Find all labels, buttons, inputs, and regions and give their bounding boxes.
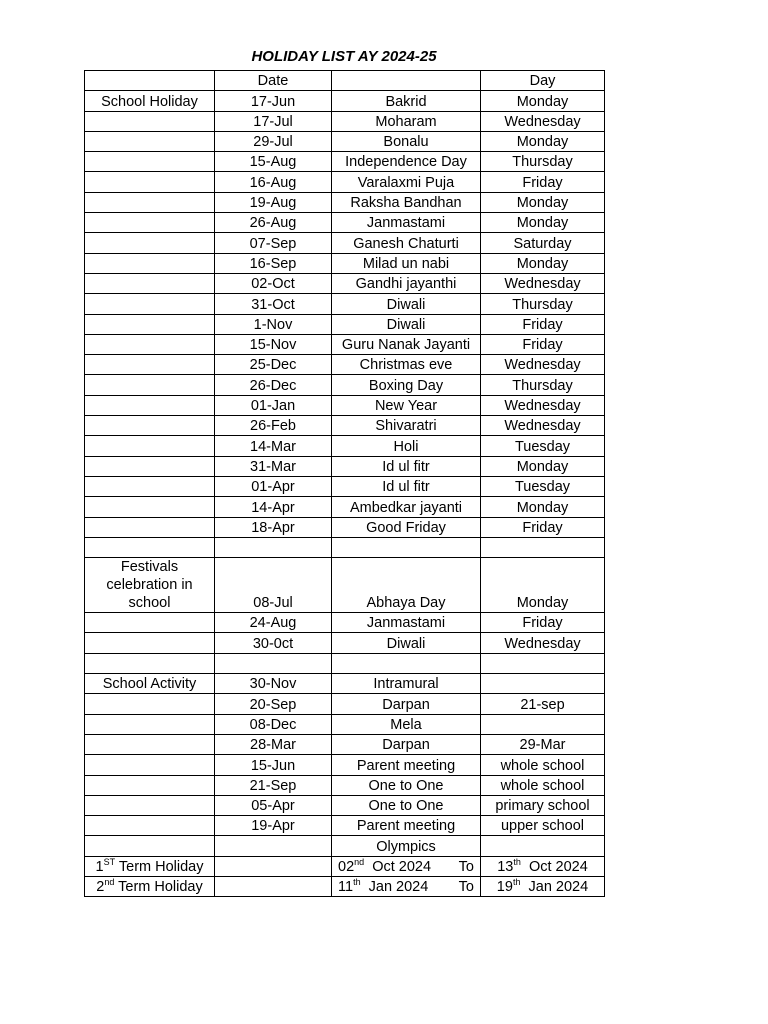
category-cell: [85, 497, 215, 517]
term-to-cell: [481, 876, 605, 896]
table-row: [85, 152, 605, 172]
day-cell: Thursday: [481, 152, 605, 172]
from-suffix: th: [353, 877, 361, 888]
category-cell: [85, 816, 215, 836]
to-word: To: [458, 879, 474, 896]
to-month-year: Jan 2024: [528, 879, 589, 896]
table-row: [85, 694, 605, 714]
table-row: [85, 456, 605, 476]
holiday-name-cell: Diwali: [332, 314, 481, 334]
day-cell: Monday: [481, 131, 605, 151]
day-cell: Tuesday: [481, 436, 605, 456]
day-cell: Monday: [481, 91, 605, 111]
table-row: [85, 613, 605, 633]
table-row: [85, 755, 605, 775]
category-cell: Festivals celebration in school: [85, 558, 215, 613]
to-day: 19: [496, 879, 513, 896]
table-row: [85, 836, 605, 856]
day-cell: upper school: [481, 816, 605, 836]
term-from-cell: [332, 856, 481, 876]
category-cell: [85, 476, 215, 496]
day-cell: Wednesday: [481, 273, 605, 293]
date-cell: 19-Apr: [215, 816, 332, 836]
day-cell: Thursday: [481, 375, 605, 395]
day-cell: Friday: [481, 314, 605, 334]
table-row: [85, 416, 605, 436]
blank-cell: [332, 537, 481, 557]
date-cell: 31-Oct: [215, 294, 332, 314]
table-row: [85, 273, 605, 293]
table-row: [85, 131, 605, 151]
blank-cell: [215, 653, 332, 673]
table-row: [85, 314, 605, 334]
date-cell: 07-Sep: [215, 233, 332, 253]
date-cell: 17-Jul: [215, 111, 332, 131]
holiday-name-cell: Independence Day: [332, 152, 481, 172]
day-cell: Tuesday: [481, 476, 605, 496]
activity-name-cell: Darpan: [332, 734, 481, 754]
date-cell: 16-Aug: [215, 172, 332, 192]
day-cell: Saturday: [481, 233, 605, 253]
table-row: [85, 714, 605, 734]
date-cell: 25-Dec: [215, 355, 332, 375]
category-cell: School Activity: [85, 674, 215, 694]
date-cell: 14-Mar: [215, 436, 332, 456]
category-cell: [85, 213, 215, 233]
table-row: [85, 334, 605, 354]
date-cell: 17-Jun: [215, 91, 332, 111]
header-date: Date: [215, 71, 332, 91]
from-suffix: nd: [354, 857, 365, 868]
table-row: [85, 497, 605, 517]
table-row: [85, 233, 605, 253]
term-suffix: ST: [103, 857, 116, 868]
table-row: [85, 91, 605, 111]
day-cell: Wednesday: [481, 633, 605, 653]
day-cell: whole school: [481, 755, 605, 775]
holiday-name-cell: Bakrid: [332, 91, 481, 111]
holiday-name-cell: Raksha Bandhan: [332, 192, 481, 212]
day-cell: Wednesday: [481, 395, 605, 415]
day-cell: Wednesday: [481, 111, 605, 131]
category-cell: [85, 456, 215, 476]
header-category: [85, 71, 215, 91]
category-cell: [85, 131, 215, 151]
table-row: [85, 355, 605, 375]
category-cell: [85, 152, 215, 172]
blank-cell: [481, 653, 605, 673]
holiday-name-cell: Abhaya Day: [332, 558, 481, 613]
category-cell: [85, 233, 215, 253]
holiday-name-cell: Holi: [332, 436, 481, 456]
header-row: [85, 71, 605, 91]
term-row: [85, 876, 605, 896]
holiday-name-cell: Boxing Day: [332, 375, 481, 395]
blank-cell: [85, 537, 215, 557]
activity-name-cell: Parent meeting: [332, 755, 481, 775]
category-cell: [85, 111, 215, 131]
activity-name-cell: One to One: [332, 775, 481, 795]
table-row: [85, 213, 605, 233]
date-cell: 28-Mar: [215, 734, 332, 754]
blank-cell: [332, 653, 481, 673]
day-cell: Friday: [481, 517, 605, 537]
day-cell: primary school: [481, 795, 605, 815]
term-from-cell: [332, 876, 481, 896]
holiday-name-cell: Gandhi jayanthi: [332, 273, 481, 293]
category-cell: [85, 694, 215, 714]
category-cell: [85, 436, 215, 456]
term-number: 2: [96, 879, 105, 896]
date-cell: 29-Jul: [215, 131, 332, 151]
day-cell: whole school: [481, 775, 605, 795]
date-cell: 02-Oct: [215, 273, 332, 293]
holiday-name-cell: Varalaxmi Puja: [332, 172, 481, 192]
day-cell: Monday: [481, 192, 605, 212]
page-title: HOLIDAY LIST AY 2024-25: [251, 48, 437, 65]
date-cell: 26-Dec: [215, 375, 332, 395]
holiday-name-cell: New Year: [332, 395, 481, 415]
activity-name-cell: Parent meeting: [332, 816, 481, 836]
day-cell: 29-Mar: [481, 734, 605, 754]
date-cell: 15-Aug: [215, 152, 332, 172]
holiday-name-cell: Id ul fitr: [332, 476, 481, 496]
category-cell: [85, 253, 215, 273]
blank-cell: [481, 537, 605, 557]
date-cell: 30-Nov: [215, 674, 332, 694]
category-cell: [85, 416, 215, 436]
date-cell: 31-Mar: [215, 456, 332, 476]
from-month-year: Jan 2024: [368, 879, 429, 896]
table-row: [85, 294, 605, 314]
day-cell: [481, 674, 605, 694]
term-empty-cell: [215, 876, 332, 896]
date-cell: 20-Sep: [215, 694, 332, 714]
blank-row: [85, 653, 605, 673]
term-empty-cell: [215, 856, 332, 876]
date-cell: 15-Jun: [215, 755, 332, 775]
table-row: [85, 558, 605, 613]
holiday-name-cell: Ambedkar jayanti: [332, 497, 481, 517]
date-cell: 21-Sep: [215, 775, 332, 795]
to-month-year: Oct 2024: [528, 858, 588, 875]
header-name: [332, 71, 481, 91]
table-row: [85, 192, 605, 212]
category-cell: [85, 294, 215, 314]
day-cell: Monday: [481, 558, 605, 613]
table-row: [85, 395, 605, 415]
holiday-name-cell: Guru Nanak Jayanti: [332, 334, 481, 354]
holiday-table: [84, 70, 605, 897]
term-label-cell: [85, 856, 215, 876]
date-cell: 16-Sep: [215, 253, 332, 273]
category-cell: [85, 334, 215, 354]
day-cell: Wednesday: [481, 355, 605, 375]
day-cell: Friday: [481, 613, 605, 633]
holiday-name-cell: Diwali: [332, 294, 481, 314]
to-word: To: [458, 858, 474, 875]
to-suffix: th: [512, 877, 521, 888]
date-cell: 19-Aug: [215, 192, 332, 212]
from-day: 02: [338, 858, 355, 875]
category-cell: School Holiday: [85, 91, 215, 111]
day-cell: 21-sep: [481, 694, 605, 714]
date-cell: 26-Feb: [215, 416, 332, 436]
holiday-name-cell: Bonalu: [332, 131, 481, 151]
day-cell: Friday: [481, 172, 605, 192]
table-row: [85, 253, 605, 273]
day-cell: [481, 714, 605, 734]
category-cell: [85, 836, 215, 856]
category-cell: [85, 355, 215, 375]
table-row: [85, 795, 605, 815]
blank-cell: [215, 537, 332, 557]
category-cell: [85, 613, 215, 633]
activity-name-cell: Olympics: [332, 836, 481, 856]
category-cell: [85, 395, 215, 415]
date-cell: 18-Apr: [215, 517, 332, 537]
holiday-name-cell: Diwali: [332, 633, 481, 653]
holiday-name-cell: Janmastami: [332, 213, 481, 233]
category-cell: [85, 734, 215, 754]
category-cell: [85, 714, 215, 734]
date-cell: [215, 836, 332, 856]
day-cell: Monday: [481, 497, 605, 517]
date-cell: 08-Jul: [215, 558, 332, 613]
category-cell: [85, 172, 215, 192]
term-label: Term Holiday: [118, 879, 203, 896]
activity-name-cell: Intramural: [332, 674, 481, 694]
holiday-name-cell: Christmas eve: [332, 355, 481, 375]
date-cell: 01-Jan: [215, 395, 332, 415]
term-label-cell: [85, 876, 215, 896]
table-row: [85, 517, 605, 537]
from-day: 11: [338, 879, 354, 896]
term-number: 1: [95, 858, 104, 875]
holiday-name-cell: Id ul fitr: [332, 456, 481, 476]
table-row: [85, 816, 605, 836]
holiday-name-cell: Moharam: [332, 111, 481, 131]
header-day: Day: [481, 71, 605, 91]
date-cell: 30-0ct: [215, 633, 332, 653]
table-row: [85, 674, 605, 694]
category-cell: [85, 795, 215, 815]
date-cell: 08-Dec: [215, 714, 332, 734]
day-cell: Friday: [481, 334, 605, 354]
day-cell: [481, 836, 605, 856]
holiday-name-cell: Janmastami: [332, 613, 481, 633]
holiday-name-cell: Good Friday: [332, 517, 481, 537]
table-row: [85, 476, 605, 496]
holiday-name-cell: Shivaratri: [332, 416, 481, 436]
table-row: [85, 734, 605, 754]
table-row: [85, 436, 605, 456]
category-cell: [85, 375, 215, 395]
table-row: [85, 375, 605, 395]
category-cell: [85, 633, 215, 653]
date-cell: 24-Aug: [215, 613, 332, 633]
to-suffix: th: [513, 857, 521, 868]
date-cell: 01-Apr: [215, 476, 332, 496]
table-row: [85, 111, 605, 131]
blank-cell: [85, 653, 215, 673]
term-to-cell: [481, 856, 605, 876]
date-cell: 14-Apr: [215, 497, 332, 517]
blank-row: [85, 537, 605, 557]
activity-name-cell: Darpan: [332, 694, 481, 714]
day-cell: Wednesday: [481, 416, 605, 436]
category-cell: [85, 517, 215, 537]
table-row: [85, 633, 605, 653]
holiday-name-cell: Ganesh Chaturti: [332, 233, 481, 253]
category-cell: [85, 314, 215, 334]
table-row: [85, 775, 605, 795]
date-cell: 05-Apr: [215, 795, 332, 815]
from-month-year: Oct 2024: [372, 858, 432, 875]
activity-name-cell: Mela: [332, 714, 481, 734]
term-suffix: nd: [104, 877, 115, 888]
day-cell: Monday: [481, 213, 605, 233]
term-label: Term Holiday: [118, 858, 204, 875]
date-cell: 15-Nov: [215, 334, 332, 354]
date-cell: 26-Aug: [215, 213, 332, 233]
table-row: [85, 172, 605, 192]
date-cell: 1-Nov: [215, 314, 332, 334]
category-cell: [85, 755, 215, 775]
category-cell: [85, 273, 215, 293]
day-cell: Thursday: [481, 294, 605, 314]
to-day: 13: [497, 858, 514, 875]
activity-name-cell: One to One: [332, 795, 481, 815]
day-cell: Monday: [481, 253, 605, 273]
holiday-name-cell: Milad un nabi: [332, 253, 481, 273]
category-cell: [85, 192, 215, 212]
day-cell: Monday: [481, 456, 605, 476]
category-cell: [85, 775, 215, 795]
term-row: [85, 856, 605, 876]
